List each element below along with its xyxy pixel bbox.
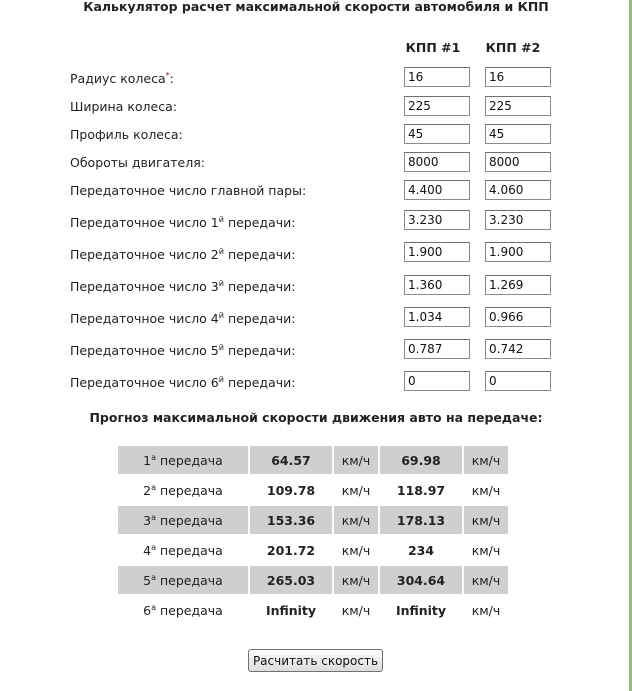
calculate-speed-button[interactable]: Расчитать скорость (248, 649, 383, 672)
unit-kpp1: км/ч (341, 542, 371, 558)
speed-kpp2: 304.64 (380, 566, 462, 594)
gear4-ratio-label: Передаточное число $4^й$ передачи: (70, 310, 296, 326)
result-row-gear-4 (118, 536, 508, 564)
gear-label: $4^а$ передача (143, 542, 223, 558)
results-table (116, 444, 510, 626)
final-drive-input-kpp2[interactable] (485, 180, 551, 200)
gear4-ratio-input-kpp2[interactable] (485, 307, 551, 327)
speed-kpp2: 69.98 (380, 446, 462, 474)
gear-label: $5^а$ передача (118, 566, 248, 594)
engine-rpm-label: Обороты двигателя: (70, 155, 205, 170)
wheel-radius-input-kpp1[interactable] (404, 67, 470, 87)
speed-kpp1: 64.57 (250, 446, 332, 474)
speed-kpp1: 201.72 (266, 542, 316, 558)
unit-kpp2: км/ч (471, 602, 501, 618)
engine-rpm-input-kpp2[interactable] (485, 152, 551, 172)
unit-kpp1: км/ч (341, 482, 371, 498)
unit-kpp2: км/ч (464, 506, 508, 534)
result-row-gear-2 (118, 476, 508, 504)
column-header-kpp1: КПП #1 (405, 40, 461, 55)
wheel-width-input-kpp2[interactable] (485, 96, 551, 116)
wheel-profile-label: Профиль колеса: (70, 127, 183, 142)
speed-kpp1: Infinity (265, 602, 317, 618)
unit-kpp1: км/ч (334, 566, 378, 594)
speed-kpp2: Infinity (395, 602, 447, 618)
gear-label: $3^а$ передача (118, 506, 248, 534)
forecast-title: Прогноз максимальной скорости движения авто на передаче: (89, 410, 543, 425)
wheel-width-input-kpp1[interactable] (404, 96, 470, 116)
final-drive-label: Передаточное число главной пары: (70, 183, 307, 198)
gear1-ratio-input-kpp1[interactable] (404, 210, 470, 230)
speed-kpp1: 265.03 (250, 566, 332, 594)
result-row-gear-1 (118, 446, 508, 474)
column-header-kpp2: КПП #2 (485, 40, 541, 55)
gear3-ratio-label: Передаточное число $3^й$ передачи: (70, 278, 296, 294)
wheel-radius-label: Радиус колеса*: (70, 70, 174, 86)
gear1-ratio-label: Передаточное число $1^й$ передачи: (70, 214, 296, 230)
unit-kpp1: км/ч (341, 602, 371, 618)
unit-kpp2: км/ч (471, 542, 501, 558)
result-row-gear-6 (118, 596, 508, 624)
result-row-gear-5 (118, 566, 508, 594)
speed-kpp2: 178.13 (380, 506, 462, 534)
gear3-ratio-input-kpp1[interactable] (404, 275, 470, 295)
gear-label: $6^а$ передача (143, 602, 223, 618)
gear2-ratio-input-kpp1[interactable] (404, 242, 470, 262)
speed-kpp1: 109.78 (266, 482, 316, 498)
speed-kpp1: 153.36 (250, 506, 332, 534)
unit-kpp1: км/ч (334, 506, 378, 534)
gear5-ratio-input-kpp1[interactable] (404, 339, 470, 359)
gear-label: $2^а$ передача (143, 482, 223, 498)
unit-kpp2: км/ч (464, 446, 508, 474)
gear5-ratio-input-kpp2[interactable] (485, 339, 551, 359)
gear-label: $1^а$ передача (118, 446, 248, 474)
page-title: Калькулятор расчет максимальной скорости автомобиля и КПП (83, 0, 549, 14)
wheel-radius-input-kpp2[interactable] (485, 67, 551, 87)
wheel-profile-input-kpp2[interactable] (485, 124, 551, 144)
required-mark: * (165, 70, 170, 80)
result-row-gear-3 (118, 506, 508, 534)
speed-kpp2: 234 (407, 542, 435, 558)
gear6-ratio-input-kpp1[interactable] (404, 371, 470, 391)
gear2-ratio-input-kpp2[interactable] (485, 242, 551, 262)
gear3-ratio-input-kpp2[interactable] (485, 275, 551, 295)
unit-kpp1: км/ч (334, 446, 378, 474)
gear6-ratio-input-kpp2[interactable] (485, 371, 551, 391)
unit-kpp2: км/ч (471, 482, 501, 498)
speed-kpp2: 118.97 (396, 482, 446, 498)
wheel-profile-input-kpp1[interactable] (404, 124, 470, 144)
wheel-width-label: Ширина колеса: (70, 99, 177, 114)
gear4-ratio-input-kpp1[interactable] (404, 307, 470, 327)
unit-kpp2: км/ч (464, 566, 508, 594)
gear6-ratio-label: Передаточное число $6^й$ передачи: (70, 374, 296, 390)
final-drive-input-kpp1[interactable] (404, 180, 470, 200)
gear1-ratio-input-kpp2[interactable] (485, 210, 551, 230)
gear5-ratio-label: Передаточное число $5^й$ передачи: (70, 342, 296, 358)
gear2-ratio-label: Передаточное число $2^й$ передачи: (70, 246, 296, 262)
engine-rpm-input-kpp1[interactable] (404, 152, 470, 172)
